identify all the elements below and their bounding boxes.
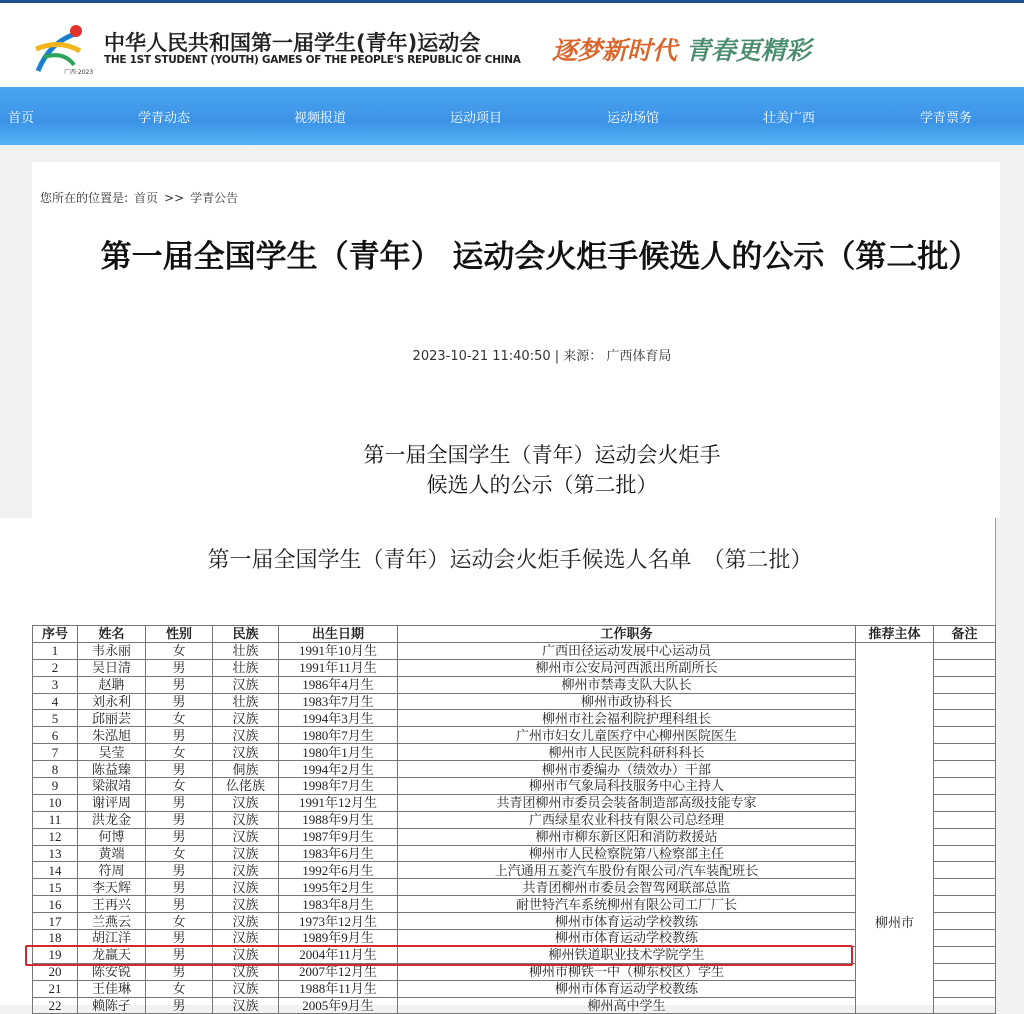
- column-header: 备注: [934, 626, 996, 643]
- cell-birth: 1994年3月生: [279, 710, 398, 727]
- cell-gender: 男: [146, 811, 213, 828]
- cell-remark: [934, 761, 996, 778]
- cell-birth: 1986年4月生: [279, 676, 398, 693]
- cell-seq: 13: [33, 845, 78, 862]
- cell-name: 王佳琳: [78, 980, 146, 997]
- cell-position: 广西田径运动发展中心运动员: [398, 642, 856, 659]
- cell-seq: 11: [33, 811, 78, 828]
- cell-name: 符周: [78, 862, 146, 879]
- cell-remark: [934, 727, 996, 744]
- table-title: 第一届全国学生（青年）运动会火炬手候选人名单 （第二批）: [207, 548, 813, 573]
- cell-name: 陈安锐: [78, 963, 146, 980]
- cell-ethnicity: 汉族: [213, 811, 279, 828]
- cell-position: 上汽通用五菱汽车股份有限公司/汽车装配班长: [398, 862, 856, 879]
- cell-position: 柳州市人民检察院第八检察部主任: [398, 845, 856, 862]
- cell-position: 柳州市委编办（绩效办）干部: [398, 761, 856, 778]
- cell-remark: [934, 980, 996, 997]
- cell-seq: 19: [33, 946, 78, 963]
- nav-news[interactable]: 学青动态: [138, 111, 191, 126]
- table-row: [33, 896, 996, 913]
- cell-ethnicity: 汉族: [213, 862, 279, 879]
- cell-seq: 20: [33, 963, 78, 980]
- cell-ethnicity: 汉族: [213, 845, 279, 862]
- cell-seq: 15: [33, 879, 78, 896]
- cell-remark: [934, 896, 996, 913]
- table-row: [33, 862, 996, 879]
- cell-position: 柳州市公安局河西派出所副所长: [398, 659, 856, 676]
- cell-position: 广州市妇女儿童医疗中心柳州医院医生: [398, 727, 856, 744]
- cell-birth: 1983年6月生: [279, 845, 398, 862]
- cell-name: 龙羸天: [78, 946, 146, 963]
- cell-gender: 男: [146, 997, 213, 1014]
- cell-birth: 2004年11月生: [279, 946, 398, 963]
- cell-position: 柳州市体育运动学校教练: [398, 980, 856, 997]
- cell-seq: 6: [33, 727, 78, 744]
- cell-ethnicity: 汉族: [213, 963, 279, 980]
- cell-position: 柳州市社会福利院护理科组长: [398, 710, 856, 727]
- cell-seq: 12: [33, 828, 78, 845]
- cell-position: 共青团柳州市委员会智驾网联部总监: [398, 879, 856, 896]
- cell-remark: [934, 811, 996, 828]
- cell-gender: 男: [146, 828, 213, 845]
- column-header: 姓名: [78, 626, 146, 643]
- article-title: 第一届全国学生（青年） 运动会火炬手候选人的公示（第二批）: [100, 239, 980, 275]
- cell-birth: 1988年11月生: [279, 980, 398, 997]
- column-header: 推荐主体: [856, 626, 934, 643]
- cell-remark: [934, 997, 996, 1014]
- column-header: 出生日期: [279, 626, 398, 643]
- cell-birth: 1980年1月生: [279, 744, 398, 761]
- cell-gender: 男: [146, 862, 213, 879]
- cell-name: 韦永丽: [78, 642, 146, 659]
- column-header: 性别: [146, 626, 213, 643]
- nav-venues[interactable]: 运动场馆: [607, 111, 660, 126]
- cell-ethnicity: 汉族: [213, 896, 279, 913]
- cell-seq: 5: [33, 710, 78, 727]
- cell-name: 胡江洋: [78, 930, 146, 947]
- table-row: [33, 676, 996, 693]
- nav-tickets[interactable]: 学青票务: [920, 111, 973, 126]
- cell-seq: 4: [33, 693, 78, 710]
- cell-gender: 女: [146, 980, 213, 997]
- cell-birth: 1994年2月生: [279, 761, 398, 778]
- highlight-box: [25, 945, 853, 966]
- cell-remark: [934, 642, 996, 659]
- cell-position: 柳州市禁毒支队大队长: [398, 676, 856, 693]
- cell-seq: 22: [33, 997, 78, 1014]
- main-nav: [0, 87, 1024, 145]
- cell-ethnicity: 汉族: [213, 710, 279, 727]
- cell-gender: 男: [146, 659, 213, 676]
- cell-gender: 女: [146, 778, 213, 795]
- cell-birth: 1991年12月生: [279, 794, 398, 811]
- cell-name: 洪龙金: [78, 811, 146, 828]
- cell-remark: [934, 828, 996, 845]
- cell-seq: 7: [33, 744, 78, 761]
- cell-name: 何博: [78, 828, 146, 845]
- cell-ethnicity: 汉族: [213, 946, 279, 963]
- slogan: 逐梦新时代 青春更精彩: [552, 36, 811, 65]
- cell-seq: 10: [33, 794, 78, 811]
- svg-text:广西·2023: 广西·2023: [64, 69, 94, 76]
- cell-seq: 21: [33, 980, 78, 997]
- cell-seq: 17: [33, 913, 78, 930]
- cell-gender: 男: [146, 963, 213, 980]
- table-row: [33, 811, 996, 828]
- cell-birth: 1980年7月生: [279, 727, 398, 744]
- cell-name: 朱泓旭: [78, 727, 146, 744]
- table-row: [33, 879, 996, 896]
- cell-position: 柳州市柳铁一中（柳东校区）学生: [398, 963, 856, 980]
- cell-remark: [934, 930, 996, 947]
- cell-position: 柳州市柳东新区阳和消防救援站: [398, 828, 856, 845]
- cell-birth: 1987年9月生: [279, 828, 398, 845]
- cell-name: 刘永利: [78, 693, 146, 710]
- cell-seq: 3: [33, 676, 78, 693]
- article-meta: 2023-10-21 11:40:50 | 来源： 广西体育局: [412, 349, 672, 364]
- cell-gender: 男: [146, 761, 213, 778]
- cell-name: 邱丽芸: [78, 710, 146, 727]
- cell-name: 兰燕云: [78, 913, 146, 930]
- table-row: [33, 913, 996, 930]
- cell-gender: 男: [146, 946, 213, 963]
- cell-position: 柳州铁道职业技术学院学生: [398, 946, 856, 963]
- games-logo-icon: [30, 21, 98, 76]
- cell-birth: 1998年7月生: [279, 778, 398, 795]
- cell-gender: 男: [146, 879, 213, 896]
- site-header: [0, 3, 1024, 87]
- cell-remark: [934, 862, 996, 879]
- nav-sports[interactable]: 运动项目: [450, 111, 503, 126]
- cell-name: 李天辉: [78, 879, 146, 896]
- cell-ethnicity: 壮族: [213, 659, 279, 676]
- cell-gender: 女: [146, 744, 213, 761]
- cell-ethnicity: 汉族: [213, 744, 279, 761]
- cell-birth: 2005年9月生: [279, 997, 398, 1014]
- table-row: [33, 642, 996, 659]
- cell-seq: 14: [33, 862, 78, 879]
- cell-name: 吴莹: [78, 744, 146, 761]
- cell-birth: 1983年8月生: [279, 896, 398, 913]
- table-row: [33, 744, 996, 761]
- cell-remark: [934, 794, 996, 811]
- cell-ethnicity: 仫佬族: [213, 778, 279, 795]
- cell-remark: [934, 946, 996, 963]
- cell-position: 柳州市人民医院科研科科长: [398, 744, 856, 761]
- cell-name: 黄端: [78, 845, 146, 862]
- table-row: [33, 997, 996, 1014]
- cell-gender: 男: [146, 794, 213, 811]
- table-row: [33, 710, 996, 727]
- cell-seq: 1: [33, 642, 78, 659]
- table-row: [33, 794, 996, 811]
- cell-name: 赖陈孑: [78, 997, 146, 1014]
- cell-birth: 1989年9月生: [279, 930, 398, 947]
- table-row: [33, 980, 996, 997]
- cell-ethnicity: 汉族: [213, 980, 279, 997]
- cell-birth: 1973年12月生: [279, 913, 398, 930]
- table-row: [33, 778, 996, 795]
- cell-ethnicity: 壮族: [213, 642, 279, 659]
- cell-birth: 1983年7月生: [279, 693, 398, 710]
- cell-position: 柳州市体育运动学校教练: [398, 930, 856, 947]
- cell-ethnicity: 汉族: [213, 676, 279, 693]
- cell-position: 耐世特汽车系统柳州有限公司工厂厂长: [398, 896, 856, 913]
- cell-position: 柳州市政协科长: [398, 693, 856, 710]
- column-header: 序号: [33, 626, 78, 643]
- site-title-en: THE 1ST STUDENT (YOUTH) GAMES OF THE PEOPLE'S REPUBLIC OF CHINA: [104, 54, 521, 66]
- cell-birth: 1988年9月生: [279, 811, 398, 828]
- cell-ethnicity: 汉族: [213, 913, 279, 930]
- cell-gender: 女: [146, 913, 213, 930]
- cell-name: 谢评周: [78, 794, 146, 811]
- cell-ethnicity: 汉族: [213, 828, 279, 845]
- table-row: [33, 845, 996, 862]
- cell-name: 吴日清: [78, 659, 146, 676]
- cell-gender: 男: [146, 693, 213, 710]
- column-header: 民族: [213, 626, 279, 643]
- cell-remark: [934, 659, 996, 676]
- cell-remark: [934, 676, 996, 693]
- cell-ethnicity: 壮族: [213, 693, 279, 710]
- cell-gender: 男: [146, 676, 213, 693]
- cell-remark: [934, 845, 996, 862]
- breadcrumb-current[interactable]: 学青公告: [190, 191, 239, 205]
- cell-name: 王再兴: [78, 896, 146, 913]
- nav-guangxi[interactable]: 壮美广西: [763, 111, 816, 126]
- cell-position: 共青团柳州市委员会装备制造部高级技能专家: [398, 794, 856, 811]
- table-row: [33, 930, 996, 947]
- cell-gender: 女: [146, 845, 213, 862]
- cell-name: 陈益臻: [78, 761, 146, 778]
- cell-remark: [934, 744, 996, 761]
- table-row: [33, 727, 996, 744]
- cell-remark: [934, 710, 996, 727]
- nav-video[interactable]: 视频报道: [294, 111, 347, 126]
- cell-gender: 男: [146, 896, 213, 913]
- cell-remark: [934, 879, 996, 896]
- cell-ethnicity: 汉族: [213, 794, 279, 811]
- cell-seq: 8: [33, 761, 78, 778]
- cell-position: 柳州市体育运动学校教练: [398, 913, 856, 930]
- cell-remark: [934, 778, 996, 795]
- cell-birth: 2007年12月生: [279, 963, 398, 980]
- cell-ethnicity: 汉族: [213, 997, 279, 1014]
- table-row: [33, 693, 996, 710]
- cell-birth: 1991年10月生: [279, 642, 398, 659]
- cell-name: 梁淑靖: [78, 778, 146, 795]
- cell-seq: 18: [33, 930, 78, 947]
- cell-remark: [934, 693, 996, 710]
- cell-name: 赵聃: [78, 676, 146, 693]
- table-row: [33, 659, 996, 676]
- cell-remark: [934, 913, 996, 930]
- cell-position: 柳州高中学生: [398, 997, 856, 1014]
- table-row: [33, 761, 996, 778]
- article-subtitle: 第一届全国学生（青年）运动会火炬手 候选人的公示（第二批）: [363, 443, 721, 497]
- cell-ethnicity: 汉族: [213, 930, 279, 947]
- cell-gender: 女: [146, 710, 213, 727]
- cell-birth: 1991年11月生: [279, 659, 398, 676]
- cell-seq: 9: [33, 778, 78, 795]
- breadcrumb-home[interactable]: 首页: [134, 191, 159, 205]
- cell-position: 广西绿星农业科技有限公司总经理: [398, 811, 856, 828]
- cell-recommender: 柳州市: [856, 642, 934, 1014]
- nav-home[interactable]: 首页: [8, 111, 35, 126]
- cell-position: 柳州市气象局科技服务中心主持人: [398, 778, 856, 795]
- column-header: 工作职务: [398, 626, 856, 643]
- cell-gender: 男: [146, 727, 213, 744]
- table-row: [33, 828, 996, 845]
- cell-gender: 男: [146, 930, 213, 947]
- cell-remark: [934, 963, 996, 980]
- cell-ethnicity: 侗族: [213, 761, 279, 778]
- cell-birth: 1995年2月生: [279, 879, 398, 896]
- cell-gender: 女: [146, 642, 213, 659]
- cell-seq: 16: [33, 896, 78, 913]
- cell-birth: 1992年6月生: [279, 862, 398, 879]
- site-title-cn: 中华人民共和国第一届学生(青年)运动会: [104, 31, 481, 55]
- cell-seq: 2: [33, 659, 78, 676]
- cell-ethnicity: 汉族: [213, 879, 279, 896]
- cell-ethnicity: 汉族: [213, 727, 279, 744]
- breadcrumb: 您所在的位置是: 首页 >> 学青公告: [40, 191, 239, 205]
